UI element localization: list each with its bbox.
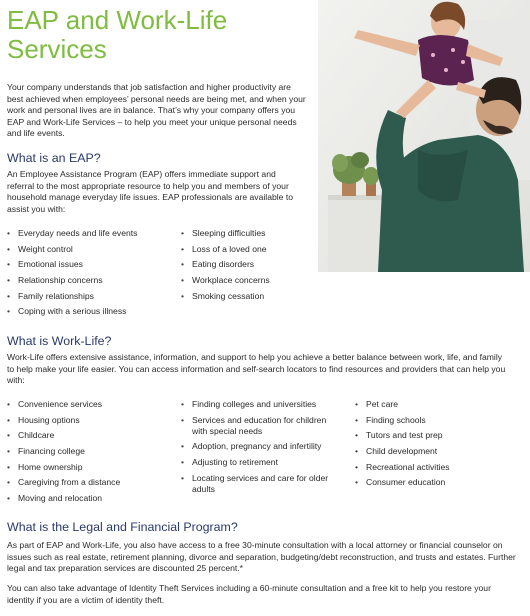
list-item: • Finding colleges and universities bbox=[181, 399, 341, 410]
legal-heading: What is the Legal and Financial Program? bbox=[7, 520, 238, 534]
list-item: • Family relationships bbox=[7, 291, 177, 302]
list-item: • Services and education for children with special needs bbox=[181, 415, 341, 437]
list-item: • Eating disorders bbox=[181, 259, 321, 270]
eap-list-col2 bbox=[181, 228, 321, 306]
worklife-heading: What is Work-Life? bbox=[7, 334, 112, 348]
list-item: • Loss of a loved one bbox=[181, 244, 321, 255]
intro-paragraph: Your company understands that job satisfaction and higher productivity are best achieved when employees’ personal needs are being met, and when your work and personal lives are in balance. That’s why your company offers you EAP and Work-Life Services – to help you meet your unique personal needs and life events. bbox=[7, 82, 306, 139]
list-item: • Locating services and care for older adults bbox=[181, 473, 341, 495]
eap-list-col1 bbox=[7, 228, 177, 322]
list-item: • Sleeping difficulties bbox=[181, 228, 321, 239]
identity-theft-paragraph: You can also take advantage of Identity Theft Services including a 60-minute consultation and a free kit to help you restore your identity if you are a victim of identity theft. bbox=[7, 583, 491, 605]
worklife-list-col3 bbox=[355, 399, 515, 493]
page-title: EAP and Work-Life Services bbox=[7, 5, 228, 64]
list-item: • Child development bbox=[355, 446, 515, 457]
legal-paragraph: As part of EAP and Work-Life, you also have access to a free 30-minute consultation with a local attorney or financial counselor on issues such as real estate, retirement planning, divorce and separation, budgeting/debt reconstruction, and trusts and estates. Further legal and tax preparation services are discounted 25 percent.* bbox=[7, 540, 516, 574]
list-item: • Relationship concerns bbox=[7, 275, 177, 286]
list-item: • Convenience services bbox=[7, 399, 179, 410]
list-item: • Emotional issues bbox=[7, 259, 177, 270]
list-item: • Housing options bbox=[7, 415, 179, 426]
list-item: • Childcare bbox=[7, 430, 179, 441]
list-item: • Coping with a serious illness bbox=[7, 306, 177, 317]
list-item: • Home ownership bbox=[7, 462, 179, 473]
list-item: • Financing college bbox=[7, 446, 179, 457]
list-item: • Tutors and test prep bbox=[355, 430, 515, 441]
list-item: • Caregiving from a distance bbox=[7, 477, 179, 488]
list-item: • Adjusting to retirement bbox=[181, 457, 341, 468]
eap-paragraph: An Employee Assistance Program (EAP) offers immediate support and referral to the most appropriate resource to help you and members of your household manage everyday life issues. EAP professionals are available to assist you with: bbox=[7, 169, 293, 214]
list-item: • Everyday needs and life events bbox=[7, 228, 177, 239]
list-item: • Recreational activities bbox=[355, 462, 515, 473]
list-item: • Consumer education bbox=[355, 477, 515, 488]
list-item: • Weight control bbox=[7, 244, 177, 255]
list-item: • Adoption, pregnancy and infertility bbox=[181, 441, 341, 452]
list-item: • Workplace concerns bbox=[181, 275, 321, 286]
photo-illustration bbox=[318, 0, 530, 272]
eap-heading: What is an EAP? bbox=[7, 151, 101, 165]
list-item: • Moving and relocation bbox=[7, 493, 179, 504]
worklife-paragraph: Work-Life offers extensive assistance, information, and support to help you achieve a better balance between work, life, and family to help make your life easier. You can access information and self-search locators to find resources and providers that can help you with: bbox=[7, 352, 506, 386]
list-item: • Pet care bbox=[355, 399, 515, 410]
worklife-list-col2 bbox=[181, 399, 341, 499]
list-item: • Smoking cessation bbox=[181, 291, 321, 302]
list-item: • Finding schools bbox=[355, 415, 515, 426]
worklife-list-col1 bbox=[7, 399, 179, 509]
father-daughter-photo bbox=[318, 0, 530, 272]
